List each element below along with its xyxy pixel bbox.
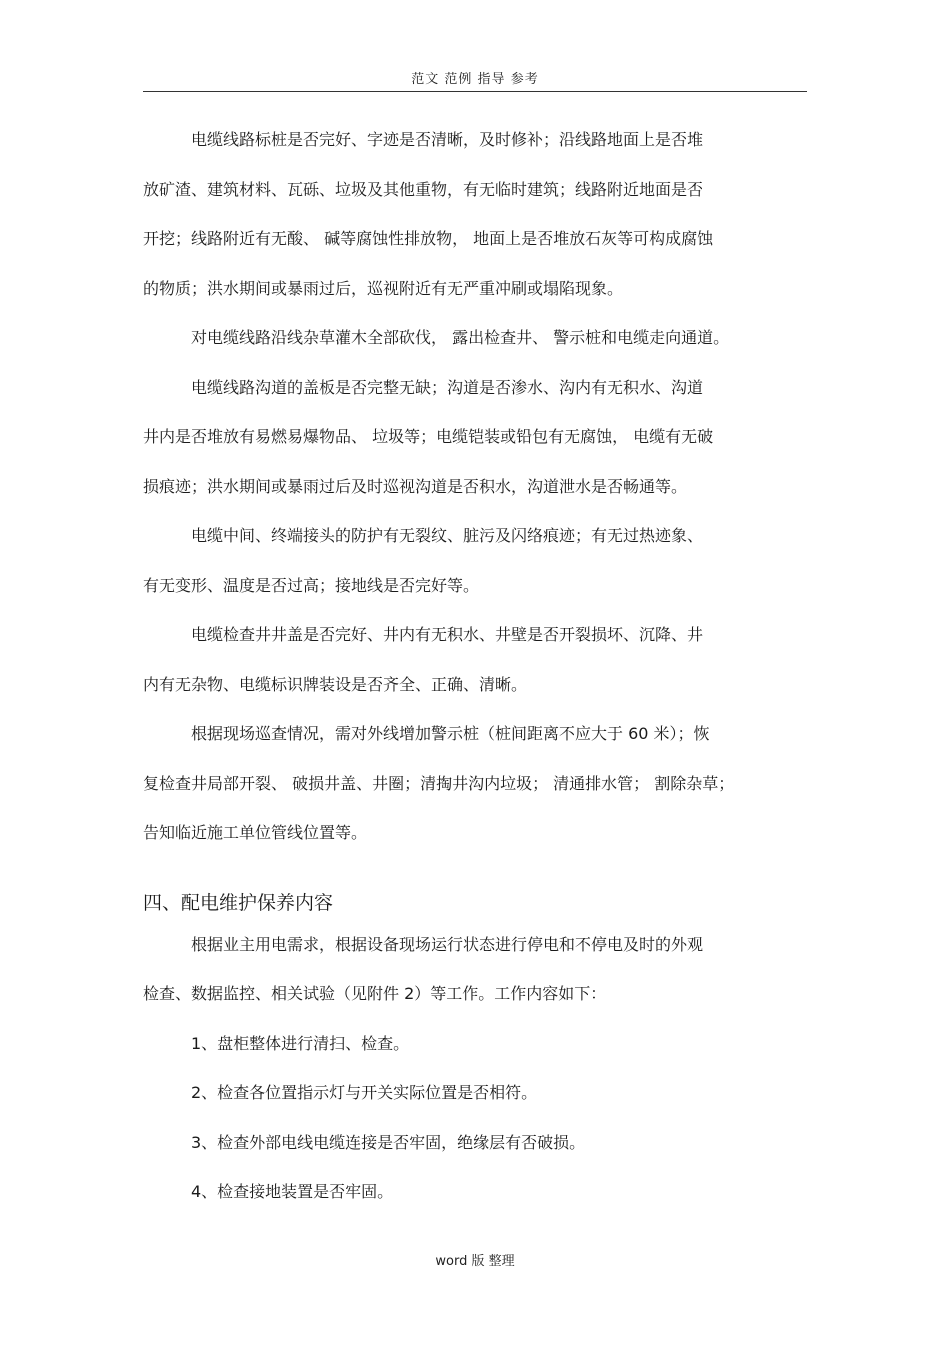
list-item: 1、盘柜整体进行清扫、检查。 bbox=[191, 1033, 410, 1053]
document-body bbox=[143, 120, 807, 1222]
text-line: 开挖；线路附近有无酸、 碱等腐蚀性排放物， 地面上是否堆放石灰等可构成腐蚀 bbox=[143, 229, 714, 248]
text-line: 根据现场巡查情况，需对外线增加警示桩（桩间距离不应大于 60 米）；恢 bbox=[191, 724, 710, 743]
text-line: 内有无杂物、电缆标识牌装设是否齐全、正确、清晰。 bbox=[143, 674, 528, 694]
paragraph-joints bbox=[143, 516, 807, 615]
list-item: 2、检查各位置指示灯与开关实际位置是否相符。 bbox=[191, 1083, 538, 1102]
paragraph-vegetation bbox=[143, 318, 807, 368]
text-line: 对电缆线路沿线杂草灌木全部砍伐， 露出检查井、 警示桩和电缆走向通道。 bbox=[191, 328, 730, 347]
text-line: 复检查井局部开裂、 破损井盖、井圈；清掏井沟内垃圾； 清通排水管； 割除杂草； bbox=[143, 773, 735, 793]
text-line: 根据业主用电需求，根据设备现场运行状态进行停电和不停电及时的外观 bbox=[191, 934, 704, 954]
section-intro bbox=[143, 925, 807, 1024]
text-line: 检查、数据监控、相关试验（见附件 2）等工作。工作内容如下： bbox=[143, 984, 607, 1003]
maintenance-item-list bbox=[143, 1024, 807, 1222]
list-item: 4、检查接地装置是否牢固。 bbox=[191, 1182, 394, 1201]
text-line: 损痕迹；洪水期间或暴雨过后及时巡视沟道是否积水，沟道泄水是否畅通等。 bbox=[143, 476, 688, 496]
text-line: 的物质；洪水期间或暴雨过后，巡视附近有无严重冲刷或塌陷现象。 bbox=[143, 278, 624, 298]
text-line: 放矿渣、建筑材料、瓦砾、垃圾及其他重物，有无临时建筑；线路附近地面是否 bbox=[143, 179, 704, 199]
list-item: 3、检查外部电线电缆连接是否牢固，绝缘层有否破损。 bbox=[191, 1132, 586, 1152]
page-footer: word 版 整理 bbox=[435, 1254, 515, 1269]
text-line: 电缆中间、终端接头的防护有无裂纹、脏污及闪络痕迹；有无过热迹象、 bbox=[191, 526, 704, 545]
text-line: 电缆线路标桩是否完好、字迹是否清晰，及时修补；沿线路地面上是否堆 bbox=[191, 130, 704, 149]
paragraph-trench bbox=[143, 368, 807, 517]
page-header: 范文 范例 指导 参考 bbox=[411, 72, 539, 87]
section-heading: 四、配电维护保养内容 bbox=[143, 891, 334, 914]
text-line: 电缆线路沟道的盖板是否完整无缺；沟道是否渗水、沟内有无积水、沟道 bbox=[191, 377, 704, 397]
text-line: 有无变形、温度是否过高；接地线是否完好等。 bbox=[143, 575, 480, 595]
text-line: 井内是否堆放有易燃易爆物品、 垃圾等；电缆铠装或铅包有无腐蚀， 电缆有无破 bbox=[143, 427, 714, 446]
paragraph-cable-markers bbox=[143, 120, 807, 318]
header-divider bbox=[143, 91, 807, 92]
text-line: 电缆检查井井盖是否完好、井内有无积水、井壁是否开裂损坏、沉降、井 bbox=[191, 625, 704, 644]
text-line: 告知临近施工单位管线位置等。 bbox=[143, 823, 368, 842]
paragraph-site-patrol bbox=[143, 714, 807, 863]
paragraph-inspection-well bbox=[143, 615, 807, 714]
